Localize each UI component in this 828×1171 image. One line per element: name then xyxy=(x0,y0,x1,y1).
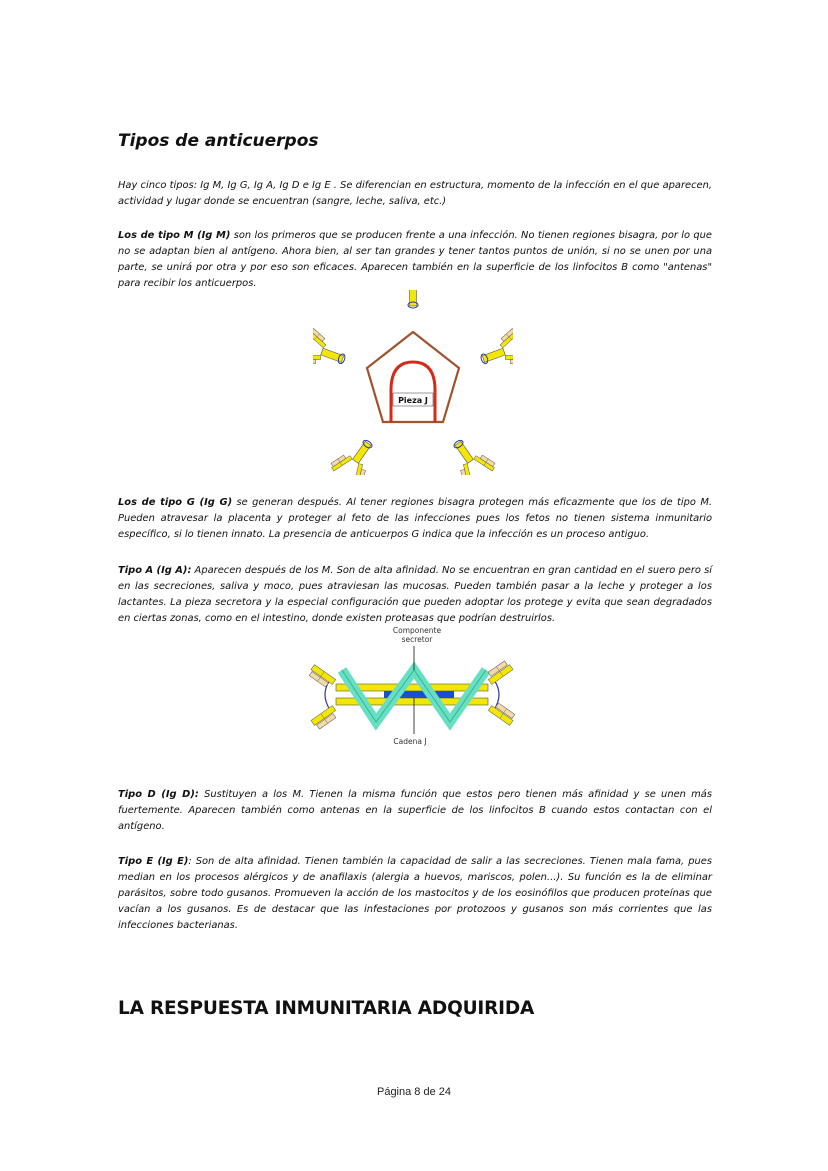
iga-arm xyxy=(488,701,516,726)
ige-label: Tipo E (Ig E) xyxy=(118,856,189,867)
igm-arm xyxy=(313,326,351,378)
igm-text: son los primeros que se producen frente a una infección. No tienen regiones bisagra, por lo que no se adaptan bien al antígeno. Ahora bien, al ser tan grandes y tener tantos puntos de unión, si no se unen por una parte, se unirá por otra y por eso son eficaces. Aparecen también en la superficie de los linfocitos B como "antenas" para recibir los anticuerpos. xyxy=(118,230,713,289)
igd-text: Sustituyen a los M. Tienen la misma función que estos pero tienen más afinidad y se unen más fuertemente. Aparecen también como antenas en la superficie de los linfocitos B cuando estos contactan con el antígeno. xyxy=(118,789,712,832)
chapter-title: LA RESPUESTA INMUNITARIA ADQUIRIDA xyxy=(118,998,535,1019)
igm-arm xyxy=(393,290,432,308)
igm-arm xyxy=(475,326,513,378)
igm-arm xyxy=(328,430,386,475)
cadena-j-label: Cadena J xyxy=(393,737,427,746)
ige-paragraph xyxy=(118,854,712,934)
iga-text: Aparecen después de los M. Son de alta afinidad. No se encuentran en gran cantidad en el suero pero sí en las secreciones, saliva y moco, pues atraviesan las mucosas. Pueden también pasar a la leche y proteger a los lactantes. La pieza secretora y la especial configuración que pueden adoptar los protege y evita que sean degradados en ciertas zonas, como en el intestino, donde existen proteasas que podrían destruirlos. xyxy=(118,565,712,624)
section-title: Tipos de anticuerpos xyxy=(118,131,319,151)
ige-text: : Son de alta afinidad. Tienen también la capacidad de salir a las secreciones. Tienen mala fama, pues median en los procesos alérgicos y de anafilaxis (alergia a huevos, mariscos, polen...). Su función es la de eliminar parásitos, sobre todo gusanos. Promueven la acción de los mastocitos y de los eosinófilos que producen proteínas que vacían a los gusanos. Es de destacar que las infestaciones por protozoos y gusanos son más corrientes que las infecciones bacterianas. xyxy=(118,856,712,931)
iga-arm xyxy=(311,706,339,731)
pentagon-core xyxy=(367,332,459,422)
iga-label: Tipo A (Ig A): xyxy=(118,565,192,576)
iga-dimer-figure xyxy=(280,622,545,762)
igm-pentamer-figure xyxy=(313,290,513,475)
componente-label-line1: Componente xyxy=(392,626,442,635)
igd-label: Tipo D (Ig D): xyxy=(118,789,199,800)
iga-paragraph xyxy=(118,563,712,627)
igg-paragraph xyxy=(118,495,712,543)
igg-label: Los de tipo G (Ig G) xyxy=(118,497,233,508)
j-piece-arch xyxy=(391,362,435,422)
iga-arm xyxy=(485,660,513,685)
iga-arm xyxy=(308,665,336,690)
igm-arm xyxy=(441,430,499,475)
igm-paragraph xyxy=(118,228,712,292)
igm-label: Los de tipo M (Ig M) xyxy=(118,230,231,241)
componente-label-line2: secretor xyxy=(401,635,433,644)
pieza-j-label: Pieza J xyxy=(398,396,428,405)
igg-text: se generan después. Al tener regiones bisagra protegen más eficazmente que los de tipo M. Pueden atravesar la placenta y proteger al feto de las infecciones pues los fetos no tienen sistema inmunitario específico, si lo tienen innato. La presencia de anticuerpos G indica que la infección es un proceso antiguo. xyxy=(118,497,712,540)
intro-paragraph: Hay cinco tipos: Ig M, Ig G, Ig A, Ig D e Ig E . Se diferencian en estructura, momento de la infección en el que aparecen, actividad y lugar donde se encuentran (sangre, leche, saliva, etc.) xyxy=(118,180,712,207)
igd-paragraph xyxy=(118,787,712,835)
page-footer: Página 8 de 24 xyxy=(376,1086,451,1098)
